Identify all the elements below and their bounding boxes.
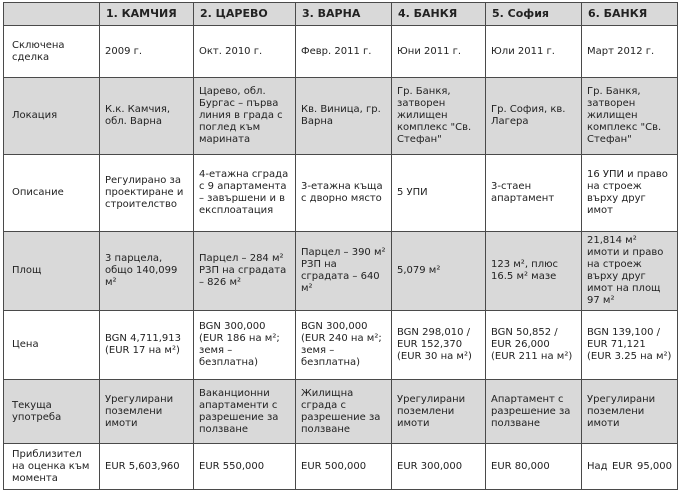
table-cell: 5,079 м²: [392, 232, 486, 311]
table-cell: EUR 550,000: [194, 444, 296, 490]
row-label-current-use: Текуща употреба: [4, 380, 100, 444]
table-cell: EUR 300,000: [392, 444, 486, 490]
table-cell: BGN 300,000 (EUR 186 на м²; земя – безплатна): [194, 311, 296, 380]
table-cell: Гр. Банкя, затворен жилищен комплекс "Св. Стефан": [582, 78, 678, 155]
column-header-bankya-1: 4. БАНКЯ: [392, 3, 486, 26]
table-row-current-use: [4, 380, 678, 444]
table-header-row: [4, 3, 678, 26]
table-cell: Февр. 2011 г.: [296, 26, 392, 78]
row-label-deal-date: Сключена сделка: [4, 26, 100, 78]
column-header-sofia: 5. София: [486, 3, 582, 26]
table-row-deal-date: [4, 26, 678, 78]
table-cell: 21,814 м² имоти и право на строеж върху друг имот на площ 97 м²: [582, 232, 678, 311]
table-cell: 16 УПИ и право на строеж върху друг имот: [582, 155, 678, 232]
column-header-varna: 3. ВАРНА: [296, 3, 392, 26]
table-cell: EUR 5,603,960: [100, 444, 194, 490]
table-cell: EUR 80,000: [486, 444, 582, 490]
table-row-location: [4, 78, 678, 155]
table-cell: Жилищна сграда с разрешение за ползване: [296, 380, 392, 444]
table-row-price: [4, 311, 678, 380]
column-header-kamchia: 1. КАМЧИЯ: [100, 3, 194, 26]
table-cell: 123 м², плюс 16.5 м² мазе: [486, 232, 582, 311]
table-cell: 3 парцела, общо 140,099 м²: [100, 232, 194, 311]
table-cell: 5 УПИ: [392, 155, 486, 232]
table-cell: Март 2012 г.: [582, 26, 678, 78]
row-label-price: Цена: [4, 311, 100, 380]
table-cell: Над EUR 95,000: [582, 444, 678, 490]
table-cell: Урегулирани поземлени имоти: [100, 380, 194, 444]
table-cell: BGN 139,100 / EUR 71,121 (EUR 3.25 на м²): [582, 311, 678, 380]
table-cell: Царево, обл. Бургас – първа линия в града с поглед към марината: [194, 78, 296, 155]
table-cell: Гр. София, кв. Лагера: [486, 78, 582, 155]
row-label-location: Локация: [4, 78, 100, 155]
table-cell: Юли 2011 г.: [486, 26, 582, 78]
table-cell: Окт. 2010 г.: [194, 26, 296, 78]
table-cell: Ваканционни апартаменти с разрешение за ползване: [194, 380, 296, 444]
table-cell: 3-етажна къща с дворно място: [296, 155, 392, 232]
table-row-valuation: [4, 444, 678, 490]
table-cell: Урегулирани поземлени имоти: [582, 380, 678, 444]
table-cell: Гр. Банкя, затворен жилищен комплекс "Св. Стефан": [392, 78, 486, 155]
row-label-valuation: Приблизител на оценка към момента: [4, 444, 100, 490]
table-cell: 4-етажна сграда с 9 апартамента – завършени и в експлоатация: [194, 155, 296, 232]
column-header-bankya-2: 6. БАНКЯ: [582, 3, 678, 26]
table-cell: EUR 500,000: [296, 444, 392, 490]
table-cell: BGN 298,010 / EUR 152,370 (EUR 30 на м²): [392, 311, 486, 380]
table-cell: 3-стаен апартамент: [486, 155, 582, 232]
row-label-description: Описание: [4, 155, 100, 232]
comparable-deals-table: [3, 2, 678, 490]
row-label-area: Площ: [4, 232, 100, 311]
table-cell: К.к. Камчия, обл. Варна: [100, 78, 194, 155]
table-row-description: [4, 155, 678, 232]
table-cell: BGN 4,711,913 (EUR 17 на м²): [100, 311, 194, 380]
table-cell: Парцел – 284 м² РЗП на сградата – 826 м²: [194, 232, 296, 311]
table-row-area: [4, 232, 678, 311]
table-cell: Урегулирани поземлени имоти: [392, 380, 486, 444]
header-corner-cell: [4, 3, 100, 26]
table-cell: Парцел – 390 м² РЗП на сградата – 640 м²: [296, 232, 392, 311]
table-cell: BGN 50,852 / EUR 26,000 (EUR 211 на м²): [486, 311, 582, 380]
table-cell: BGN 300,000 (EUR 240 на м²; земя – безплатна): [296, 311, 392, 380]
table-cell: Кв. Виница, гр. Варна: [296, 78, 392, 155]
table-cell: Юни 2011 г.: [392, 26, 486, 78]
table-cell: 2009 г.: [100, 26, 194, 78]
table-cell: Регулирано за проектиране и строителство: [100, 155, 194, 232]
table-cell: Апартамент с разрешение за ползване: [486, 380, 582, 444]
column-header-tsarevo: 2. ЦАРЕВО: [194, 3, 296, 26]
